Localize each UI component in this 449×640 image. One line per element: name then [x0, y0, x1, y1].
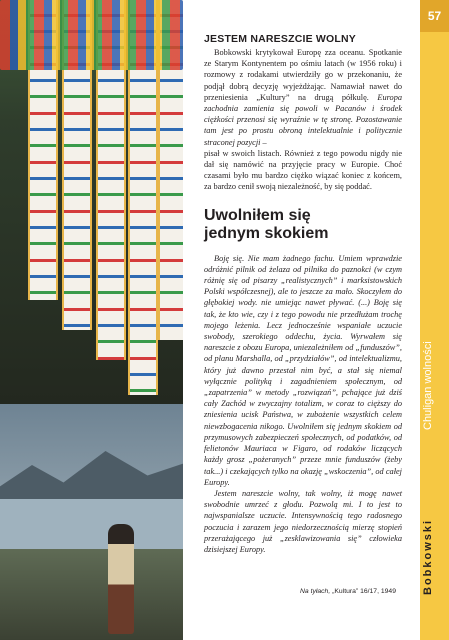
- section-heading: JESTEM NARESZCIE WOLNY: [204, 33, 356, 45]
- article-title: [204, 207, 402, 243]
- article-body: Jestem nareszcie wolny, tak wolny, iż mogę nawet swobodnie umrzeć z głodu. Pozwolą mi. I to jest to najwspanialsze uczucie. Intensywnością tego radosnego poczucia i zarazem jego niedorzecznością mierzę stopień przerażającego już „zesklawizowania się” człowieka dzisiejszej Europy.: [204, 488, 402, 554]
- body-paragraph: [204, 47, 402, 148]
- series-vertical-label: Chuligan wolności: [422, 341, 434, 430]
- text-column: [204, 33, 402, 555]
- person-figure: [108, 524, 134, 634]
- textile-banner: [0, 0, 183, 70]
- paragraph-text: Bobkowski krytykował Europę zza oceanu. Spotkanie ze Starym Kontynentem po ośmiu latach (w 1956 roku) i rozmowy z rodakami utwierdziły go w przekonaniu, że podjął dobrą decyzję wyjeżdżając. Namawiał nawet do przeniesienia „Kultury” na drugą półkulę.: [204, 48, 402, 102]
- body-paragraph: pisał w swoich listach. Również z tego powodu nigdy nie dał się namówić na przyjęcie pracy w Europie. Choć czasami było mu bardzo ciężko wiązać koniec z końcem, za bardzo cenił swoją niezależność, by się poddać.: [204, 148, 402, 192]
- title-line: jednym skokiem: [204, 224, 329, 242]
- source-prefix: Na tyłach,: [300, 588, 331, 595]
- source-magazine: „Kultura” 16/17, 1949: [332, 588, 396, 595]
- title-line: Uwolniłem się: [204, 206, 311, 224]
- article-body: Boję się. Nie mam żadnego fachu. Umiem wprawdzie odróżnić pilnik od żelaza od pilnika do paznokci (w czym różnię się od pisarzy „realistycznych” i marksistowskich Polski współczesnej), ale to jeszcze za mało. Skoczyłem do głębokiej wody. nie umiejąc nawet pływać. (...) Boję się tak, że kto wie, czy i z tego powodu nie przedłużam trochę mojego leżenia. Lecz jednocześnie wspaniałe uczucie swobody, szerokiego oddechu, życia. Wyrwałem się nareszcie z obozu Europa, uniezależniłem od „funduszów”, od planu Marshalla, od „przydziałów”, od intelektualizmu, który już dawno przestał nim być, a stał się niemal wyłącznie polityką i zagadnieniem społecznym, od „zapatrzenia” w metody „rozwiązań”, pchające już dziś cały Zachód w zwyczajny totalizm, w coraz to cięższy do zniesienia ucisk Państwa, w zubożenie wszystkich celem niewzbogacenia nikogo. Uwolniłem się jednym skokiem od przymusowych zabezpieczeń społecznych, od podatków, od felietonów Mauriaca w Figaro, od rodaków liczących każdy grosz „pożeranych” przeze mnie funduszów (żeby tak...) i czekających tylko na okazję „wskoczenia”, od całej Europy.: [204, 253, 402, 487]
- textiles-photo: [0, 0, 183, 404]
- source-citation: [300, 588, 396, 595]
- page-number: 57: [420, 0, 449, 32]
- author-vertical-label: Bobkowski: [422, 518, 434, 595]
- quote-text: Europa zachodnia zamienia się powoli w Pacanów i środek ciężkości przenosi się wyraźnie w tę stronę. Pozostawanie tam jest po prostu obroną intelektualnie i politycznie straconej pozycji –: [204, 92, 403, 147]
- lake-photo: [0, 404, 183, 640]
- shore: [0, 549, 183, 640]
- lake: [0, 499, 183, 554]
